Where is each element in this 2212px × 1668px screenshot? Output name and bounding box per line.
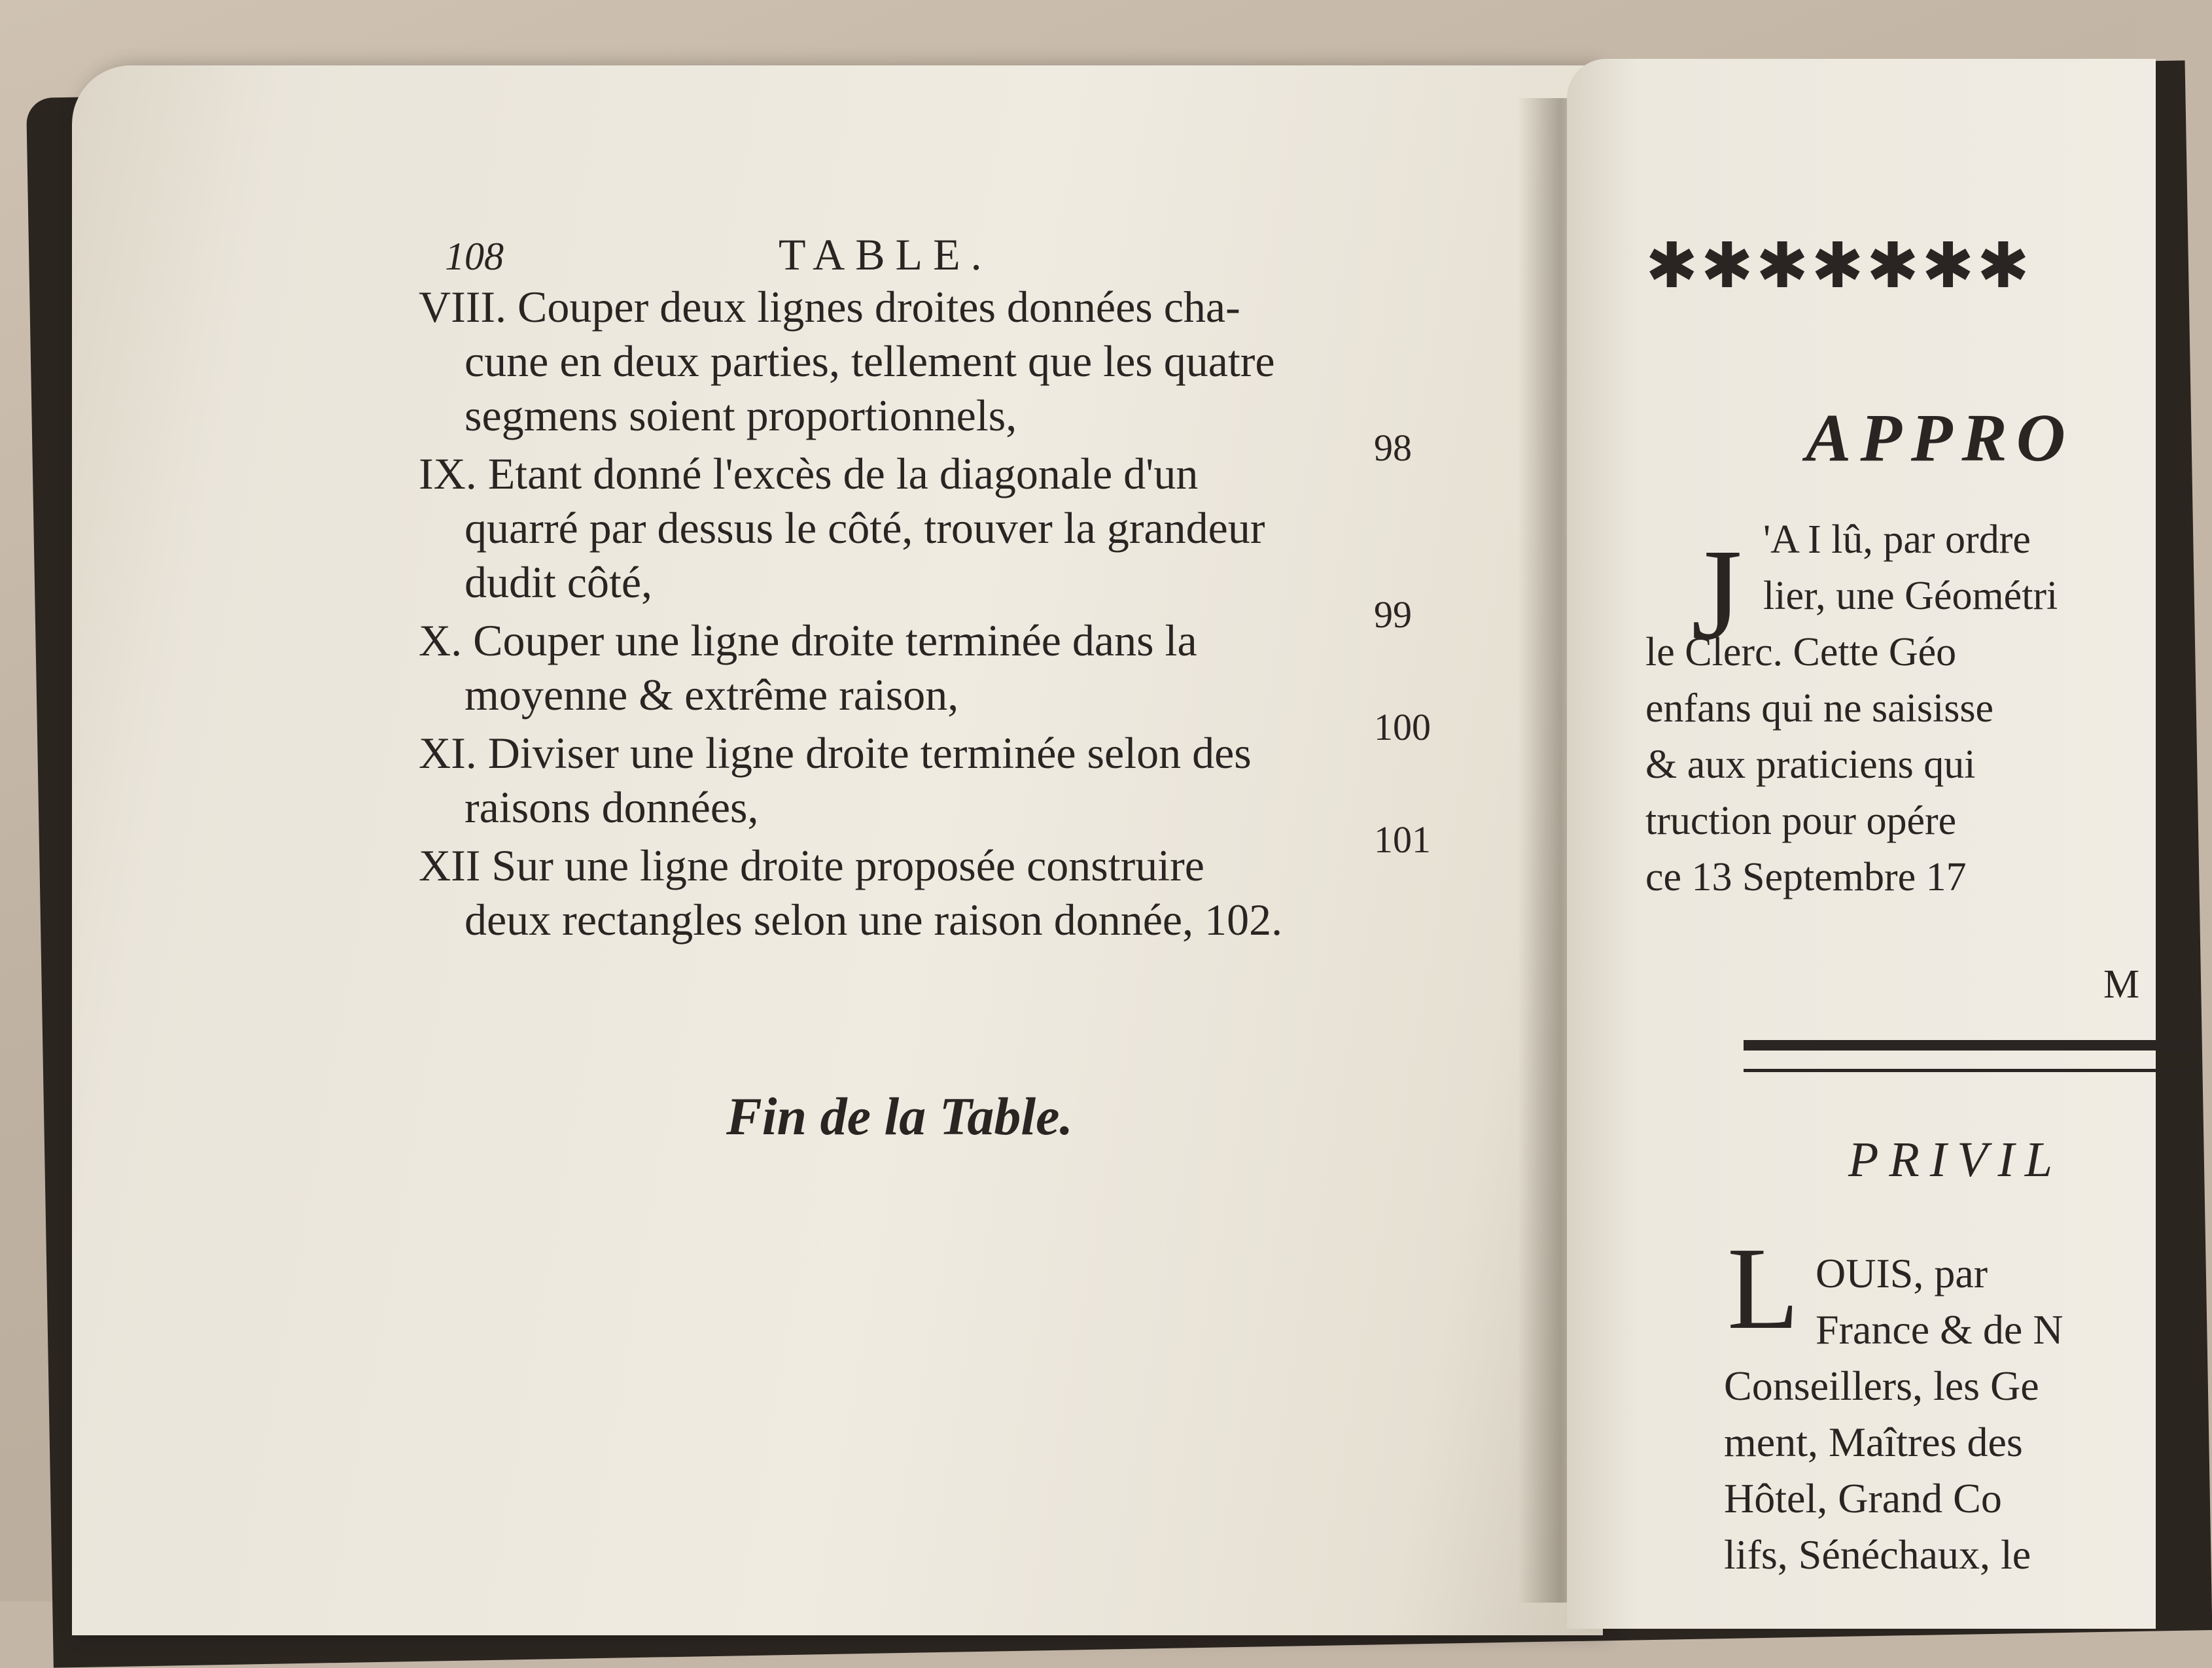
- privilege-heading: PRIVIL: [1848, 1132, 2063, 1187]
- entry-title-line: X. Couper une ligne droite terminée dans la: [419, 616, 1197, 665]
- drop-cap-j: J: [1691, 523, 1742, 667]
- approbation-line: truction pour opére: [1645, 799, 1957, 843]
- entry-continuation-line: cune en deux parties, tellement que les quatre: [465, 336, 1275, 386]
- drop-cap-l: L: [1727, 1223, 1799, 1353]
- page-number: 108: [445, 235, 504, 278]
- thick-rule: [1744, 1040, 2202, 1051]
- running-head: TABLE.: [779, 230, 992, 279]
- privilege-line: Conseillers, les Ge: [1724, 1363, 2039, 1409]
- privilege-line: ment, Maîtres des: [1724, 1419, 2023, 1465]
- right-page: [1567, 59, 2156, 1629]
- ornament-row: ✱✱✱✱✱✱✱: [1645, 231, 2033, 301]
- entry-continuation-line: quarré par dessus le côté, trouver la grandeur: [465, 503, 1265, 553]
- privilege-line: OUIS, par: [1816, 1250, 1988, 1296]
- approbation-line: 'A I lû, par ordre: [1763, 517, 2031, 562]
- approbation-line: & aux praticiens qui: [1645, 742, 1976, 787]
- left-page: [72, 65, 1603, 1635]
- entry-page-number: 99: [1374, 593, 1412, 636]
- approbation-line: le Clerc. Cette Géo: [1645, 630, 1957, 674]
- entry-continuation-line: segmens soient proportionnels,: [465, 391, 1017, 440]
- entry-title-line: XII Sur une ligne droite proposée construire: [419, 841, 1204, 890]
- approbation-line: enfans qui ne saisisse: [1645, 686, 1994, 731]
- approbation-heading: APPRO: [1806, 400, 2075, 476]
- entry-page-number: 98: [1374, 426, 1412, 469]
- approbation-line: lier, une Géométri: [1763, 574, 2058, 618]
- entry-page-number: 100: [1374, 706, 1431, 748]
- privilege-line: France & de N: [1816, 1306, 2063, 1353]
- entry-continuation-line: moyenne & extrême raison,: [465, 670, 959, 720]
- privilege-line: Hôtel, Grand Co: [1724, 1475, 2002, 1521]
- entry-continuation-line: raisons données,: [465, 782, 759, 832]
- entry-title-line: VIII. Couper deux lignes droites données cha-: [419, 282, 1240, 332]
- entry-continuation-line: dudit côté,: [465, 557, 653, 607]
- entry-title-line: XI. Diviser une ligne droite terminée selon des: [419, 728, 1252, 778]
- entry-page-number: 101: [1374, 818, 1431, 861]
- approbation-line: ce 13 Septembre 17: [1645, 855, 1967, 899]
- entry-title-line: IX. Etant donné l'excès de la diagonale d'un: [419, 449, 1199, 498]
- signature-fragment: M: [2103, 962, 2140, 1007]
- end-note: Fin de la Table.: [726, 1086, 1073, 1146]
- entry-continuation-line: deux rectangles selon une raison donnée, 102.: [465, 895, 1283, 945]
- privilege-line: lifs, Sénéchaux, le: [1724, 1531, 2031, 1578]
- thin-rule: [1744, 1069, 2202, 1072]
